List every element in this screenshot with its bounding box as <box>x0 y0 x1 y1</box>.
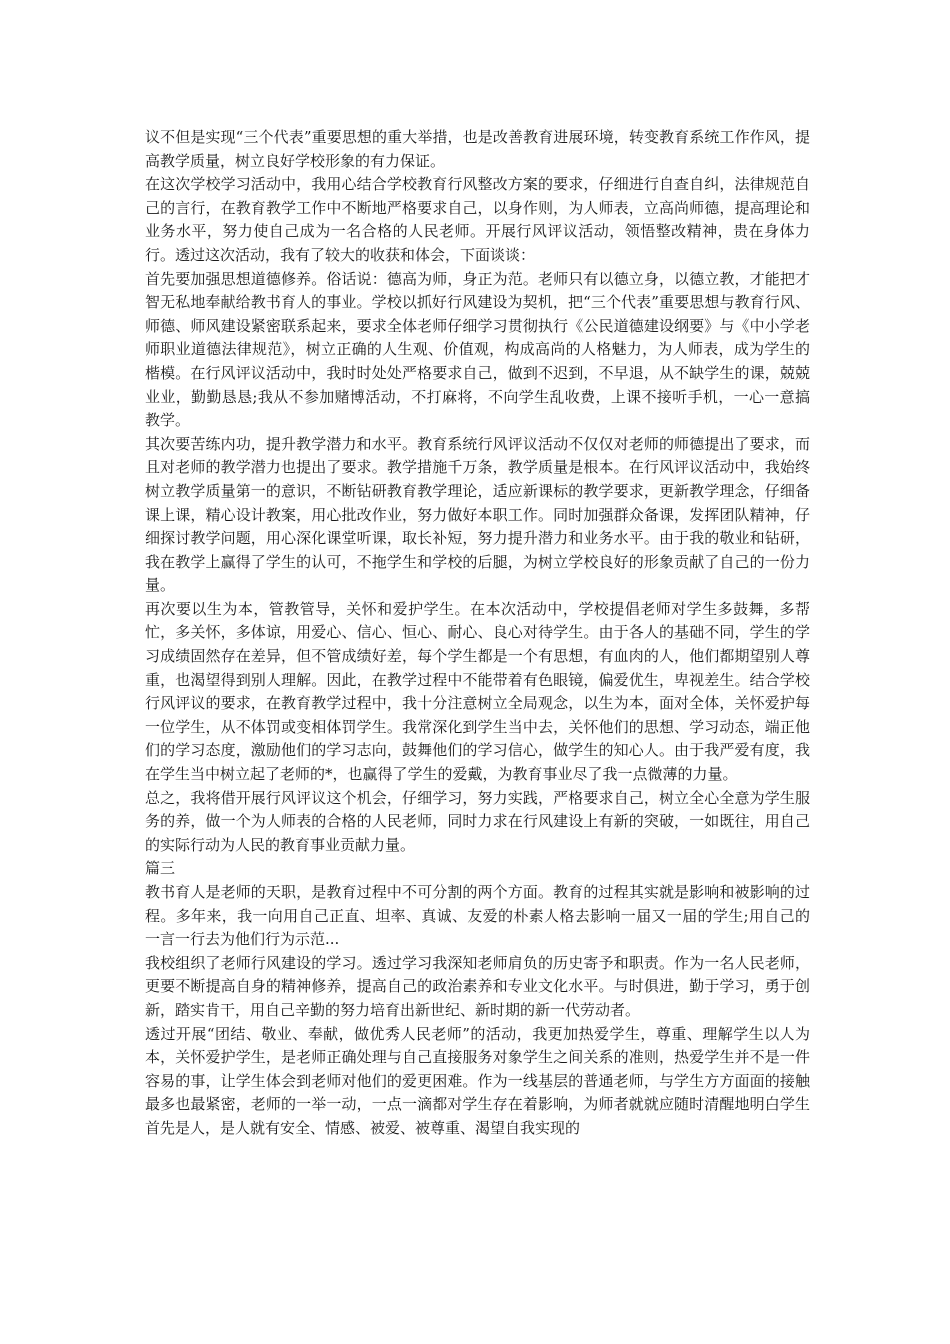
document-body <box>145 126 810 1141</box>
paragraph: 首先要加强思想道德修养。俗话说：德高为师，身正为范。老师只有以德立身，以德立教，才能把才智无私地奉献给教书育人的事业。学校以抓好行风建设为契机，把“三个代表”重要思想与教育行风、师德、师风建设紧密联系起来，要求全体老师仔细学习贯彻执行《公民道德建设纲要》与《中小学老师职业道德法律规范》，树立正确的人生观、价值观，构成高尚的人格魅力，为人师表，成为学生的楷模。在行风评议活动中，我时时处处严格要求自己，做到不迟到，不早退，从不缺学生的课，兢兢业业，勤勤恳恳;我从不参加赌博活动，不打麻将，不向学生乱收费，上课不接听手机，一心一意搞教学。 <box>145 269 810 430</box>
paragraph: 议不但是实现“三个代表”重要思想的重大举措，也是改善教育进展环境，转变教育系统工作作风，提高教学质量，树立良好学校形象的有力保证。 <box>145 128 810 170</box>
section-heading: 篇三 <box>145 859 176 878</box>
paragraph: 透过开展“团结、敬业、奉献，做优秀人民老师”的活动，我更加热爱学生，尊重、理解学生以人为本，关怀爱护学生，是老师正确处理与自己直接服务对象学生之间关系的准则，热爱学生并不是一件容易的事，让学生体会到老师对他们的爱更困难。作为一线基层的普通老师，与学生方方面面的接触最多也最紧密，老师的一举一动，一点一滴都对学生存在着影响，为师者就就应随时清醒地明白学生首先是人，是人就有安全、情感、被爱、被尊重、渴望自我实现的 <box>145 1024 810 1137</box>
paragraph: 在这次学校学习活动中，我用心结合学校教育行风整改方案的要求，仔细进行自查自纠，法律规范自己的言行，在教育教学工作中不断地严格要求自己，以身作则，为人师表，立高尚师德，提高理论和业务水平，努力使自己成为一名合格的人民老师。开展行风评议活动，领悟整改精神，贵在身体力行。透过这次活动，我有了较大的收获和体会，下面谈谈： <box>145 175 810 264</box>
paragraph: 再次要以生为本，管教管导，关怀和爱护学生。在本次活动中，学校提倡老师对学生多鼓舞，多帮忙，多关怀，多体谅，用爱心、信心、恒心、耐心、良心对待学生。由于各人的基础不同，学生的学习成绩固然存在差异，但不管成绩好差，每个学生都是一个有思想，有血肉的人，他们都期望别人尊重，也渴望得到别人理解。因此，在教学过程中不能带着有色眼镜，偏爱优生，卑视差生。结合学校行风评议的要求，在教育教学过程中，我十分注意树立全局观念，以生为本，面对全体，关怀爱护每一位学生，从不体罚或变相体罚学生。我常深化到学生当中去，关怀他们的思想、学习动态，端正他们的学习态度，激励他们的学习志向，鼓舞他们的学习信心，做学生的知心人。由于我严爱有度，我在学生当中树立起了老师的*，也赢得了学生的爱戴，为教育事业尽了我一点微薄的力量。 <box>145 599 810 784</box>
paragraph: 其次要苦练内功，提升教学潜力和水平。教育系统行风评议活动不仅仅对老师的师德提出了要求，而且对老师的教学潜力也提出了要求。教学措施千万条，教学质量是根本。在行风评议活动中，我始终树立教学质量第一的意识，不断钻研教育教学理论，适应新课标的教学要求，更新教学理念，仔细备课上课，精心设计教案，用心批改作业，努力做好本职工作。同时加强群众备课，发挥团队精神，仔细探讨教学问题，用心深化课堂听课，取长补短，努力提升潜力和业务水平。由于我的敬业和钻研，我在教学上赢得了学生的认可，不拖学生和学校的后腿，为树立学校良好的形象贡献了自己的一份力量。 <box>145 434 810 595</box>
paragraph: 我校组织了老师行风建设的学习。透过学习我深知老师肩负的历史寄予和职责。作为一名人民老师，更要不断提高自身的精神修养，提高自己的政治素养和专业文化水平。与时俱进，勤于学习，勇于创新，踏实肯干，用自己辛勤的努力培育出新世纪、新时期的新一代劳动者。 <box>145 953 810 1019</box>
paragraph: 总之，我将借开展行风评议这个机会，仔细学习，努力实践，严格要求自己，树立全心全意为学生服务的养，做一个为人师表的合格的人民老师，同时力求在行风建设上有新的突破，一如既往，用自己的实际行动为人民的教育事业贡献力量。 <box>145 788 810 854</box>
paragraph: 教书育人是老师的天职，是教育过程中不可分割的两个方面。教育的过程其实就是影响和被影响的过程。多年来，我一向用自己正直、坦率、真诚、友爱的朴素人格去影响一届又一届的学生;用自己的一言一行去为他们行为示范... <box>145 883 810 949</box>
